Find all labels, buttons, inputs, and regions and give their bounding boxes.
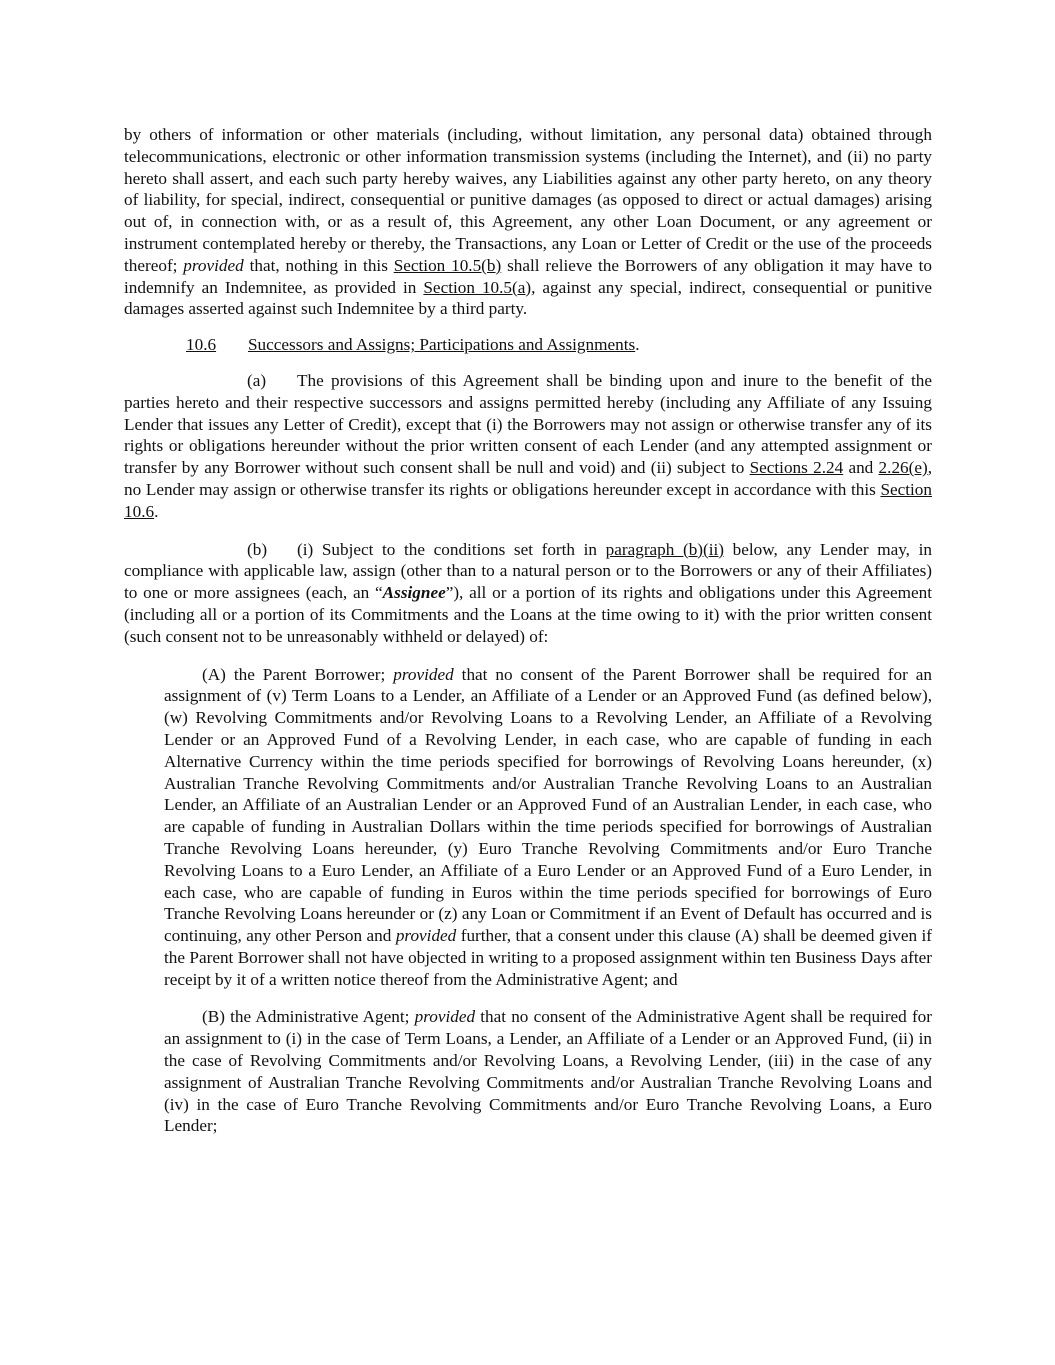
- paragraph-label: (b): [247, 539, 268, 559]
- provided-term: provided: [395, 926, 457, 946]
- paragraph-label: (a): [247, 370, 267, 390]
- section-reference: Section 10.5(a): [423, 277, 532, 297]
- section-reference: Section 10.5(b): [393, 255, 502, 275]
- defined-term: Assignee: [382, 583, 446, 603]
- provided-term: provided: [183, 255, 244, 275]
- paragraph-reference: paragraph (b)(ii): [605, 539, 725, 559]
- clause-a: (A) the Parent Borrower; provided that no consent of the Parent Borrower shall be required for an assignment of (v) Term Loans to a Lender, an Affiliate of a Lender or an Approved Fund (as defined below), (w) Revolving Commitments and/or Revolving Loans to a Revolving Lender, an Affiliate of a Revolving Lender or an Approved Fund of a Revolving Lender, in each case, who are capable of funding in each Alternative Currency within the time periods specified for borrowings of Revolving Loans hereunder, (x) Australian Tranche Revolving Commitments and/or Australian Tranche Revolving Loans to an Australian Lender, an Affiliate of an Australian Lender or an Approved Fund of an Australian Lender, in each case, who are capable of funding in Australian Dollars within the time periods specified for borrowings of Australian Tranche Revolving Loans hereunder, (y) Euro Tranche Revolving Commitments and/or Euro Tranche Revolving Loans to a Euro Lender, an Affiliate of a Euro Lender or an Approved Fund of a Euro Lender, in each case, who are capable of funding in Euros within the time periods specified for borrowings of Euro Tranche Revolving Loans hereunder or (z) any Loan or Commitment if an Event of Default has occurred and is continuing, any other Person and provided further, that a consent under this clause (A) shall be deemed given if the Parent Borrower shall not have objected in writing to a proposed assignment within ten Business Days after receipt by it of a written notice thereof from the Administrative Agent; and: [164, 664, 932, 989]
- clause-a-wrapper: [124, 664, 932, 991]
- paragraph-b: (b) (i) Subject to the conditions set forth in paragraph (b)(ii) below, any Lender may, in compliance with applicable law, assign (other than to a natural person or to the Borrowers or any of their Affiliates) to one or more assignees (each, an “Assignee”), all or a portion of its rights and obligations under this Agreement (including all or a portion of its Commitments and the Loans at the time owing to it) with the prior written consent (such consent not to be unreasonably withheld or delayed) of:: [124, 539, 932, 646]
- clause-b-wrapper: [124, 1006, 932, 1137]
- provided-term: provided: [414, 1007, 476, 1027]
- paragraph-a: (a) The provisions of this Agreement shall be binding upon and inure to the benefit of the parties hereto and their respective successors and assigns permitted hereby (including any Affiliate of any Issuing Lender that issues any Letter of Credit), except that (i) the Borrowers may not assign or otherwise transfer any of its rights or obligations hereunder without the prior written consent of each Lender (and any attempted assignment or transfer by any Borrower without such consent shall be null and void) and (ii) subject to Sections 2.24 and 2.26(e), no Lender may assign or otherwise transfer its rights or obligations hereunder except in accordance with this Section 10.6.: [124, 370, 932, 521]
- section-title: Successors and Assigns; Participations and Assignments: [248, 335, 636, 355]
- section-number: 10.6: [186, 335, 217, 355]
- section-heading: 10.6 Successors and Assigns; Participations and Assignments.: [186, 335, 640, 355]
- section-reference: Sections 2.24: [749, 458, 844, 478]
- document-page: [124, 124, 932, 1137]
- clause-b: (B) the Administrative Agent; provided that no consent of the Administrative Agent shall be required for an assignment to (i) in the case of Term Loans, a Lender, an Affiliate of a Lender or an Approved Fund, (ii) in the case of Revolving Commitments and/or Revolving Loans, a Revolving Lender, (iii) in the case of any assignment of Australian Tranche Revolving Commitments and/or Australian Tranche Revolving Loans and (iv) in the case of Euro Tranche Revolving Commitments and/or Euro Tranche Revolving Loans, a Euro Lender;: [164, 1007, 932, 1136]
- section-reference: Section 10.6: [124, 479, 932, 521]
- continued-paragraph: by others of information or other materials (including, without limitation, any personal data) obtained through telecommunications, electronic or other information transmission systems (including the Internet), and (ii) no party hereto shall assert, and each such party hereby waives, any Liabilities against any other party hereto, on any theory of liability, for special, indirect, consequential or punitive damages (as opposed to direct or actual damages) arising out of, in connection with, or as a result of, this Agreement, any other Loan Document, or any agreement or instrument contemplated hereby or thereby, the Transactions, any Loan or Letter of Credit or the use of the proceeds thereof; provided that, nothing in this Section 10.5(b) shall relieve the Borrowers of any obligation it may have to indemnify an Indemnitee, as provided in Section 10.5(a), against any special, indirect, consequential or punitive damages asserted against such Indemnitee by a third party.: [124, 125, 932, 319]
- provided-term: provided: [393, 664, 454, 684]
- section-reference: 2.26(e): [878, 458, 928, 478]
